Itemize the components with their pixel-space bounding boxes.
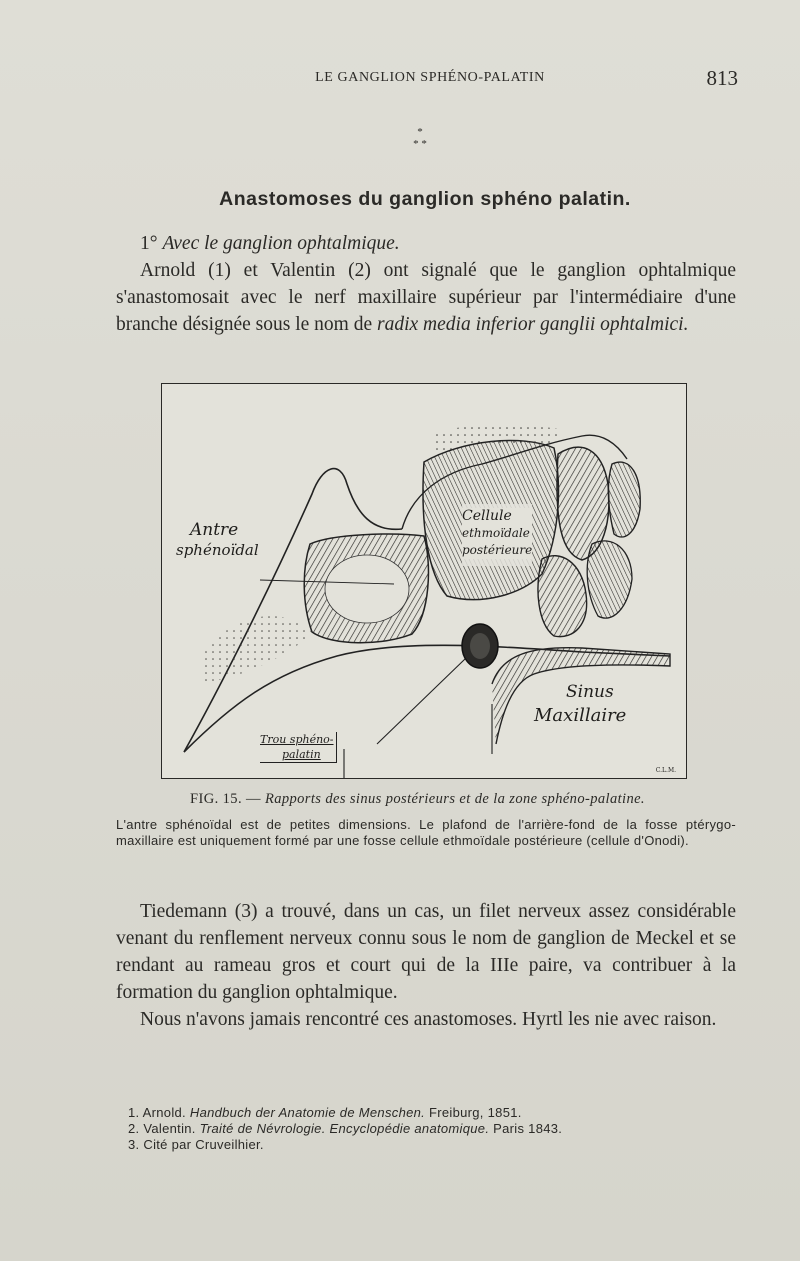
asterism bbox=[0, 126, 800, 150]
footnote-author: Arnold. bbox=[142, 1105, 186, 1120]
footnote-rest: Paris 1843. bbox=[493, 1121, 563, 1136]
label-sinus-line2: Maxillaire bbox=[534, 705, 627, 726]
footnote-title: Traité de Névrologie. Encyclopédie anatomique. bbox=[199, 1121, 490, 1136]
label-trou bbox=[260, 732, 337, 763]
paragraph-1-text: Arnold (1) et Valentin (2) ont signalé que le ganglion ophtalmique s'anastomosait avec le nerf maxillaire supérieur par l'intermédiaire d'une branche désignée sous le nom de bbox=[116, 260, 736, 335]
label-antre bbox=[176, 520, 259, 560]
footnote-1 bbox=[128, 1105, 748, 1121]
label-cellule-line3: postérieure bbox=[462, 543, 533, 557]
label-trou-line1: Trou sphéno- bbox=[260, 733, 334, 746]
footnotes bbox=[128, 1105, 748, 1153]
subheading bbox=[116, 230, 736, 257]
figure-caption-title bbox=[0, 791, 800, 808]
paragraph-1 bbox=[116, 257, 736, 338]
footnote-author: Cité par Cruveilhier. bbox=[143, 1137, 264, 1152]
footnote-title: Handbuch der Anatomie de Menschen. bbox=[189, 1105, 426, 1120]
figure-caption-body: L'antre sphénoïdal est de petites dimensions. Le plafond de l'arrière-fond de la fosse ptérygo-maxillaire est uniquement formé par une fosse cellule ethmoïdale postérieure (cellule d'Onodi). bbox=[116, 817, 736, 848]
label-cellule-line1: Cellule bbox=[462, 508, 512, 524]
anatomical-figure bbox=[161, 383, 687, 779]
label-sinus bbox=[534, 680, 626, 728]
paragraph-2: Tiedemann (3) a trouvé, dans un cas, un filet nerveux assez considérable venant du renflement nerveux connu sous le nom de ganglion de Meckel et se rendant au rameau gros et court qui de la IIIe paire, va contribuer à la formation du ganglion ophtalmique. bbox=[116, 901, 736, 1003]
label-trou-line2: palatin bbox=[282, 748, 321, 761]
label-antre-line1: Antre bbox=[190, 520, 239, 540]
footnote-number: 2. bbox=[128, 1121, 140, 1136]
artist-signature: C.L.M. bbox=[655, 767, 676, 774]
footnote-author: Valentin. bbox=[143, 1121, 196, 1136]
page-number: 813 bbox=[706, 66, 738, 90]
label-cellule bbox=[462, 508, 532, 559]
footnote-3 bbox=[128, 1137, 748, 1153]
asterism-bottom: * * bbox=[413, 138, 427, 150]
body-text-block-2 bbox=[116, 898, 736, 1033]
paragraph-3: Nous n'avons jamais rencontré ces anastomoses. Hyrtl les nie avec raison. bbox=[140, 1009, 717, 1030]
footnote-2 bbox=[128, 1121, 748, 1137]
label-sinus-line1: Sinus bbox=[566, 682, 614, 702]
figure-title: Rapports des sinus postérieurs et de la zone sphéno-palatine. bbox=[264, 791, 645, 807]
intro-text-block bbox=[116, 230, 736, 338]
section-heading: Anastomoses du ganglion sphéno palatin. bbox=[219, 188, 631, 210]
label-cellule-line2: ethmoïdale bbox=[462, 526, 530, 540]
running-title: LE GANGLION SPHÉNO-PALATIN bbox=[315, 70, 545, 85]
paragraph-1-italic: radix media inferior ganglii ophtalmici. bbox=[377, 314, 689, 335]
footnote-number: 3. bbox=[128, 1137, 140, 1152]
footnote-rest: Freiburg, 1851. bbox=[429, 1105, 522, 1120]
subheading-number: 1° bbox=[140, 233, 158, 254]
label-antre-line2: sphénoïdal bbox=[176, 541, 259, 559]
running-head bbox=[0, 66, 800, 90]
figure-number: FIG. 15. — bbox=[190, 791, 261, 807]
subheading-text: Avec le ganglion ophtalmique. bbox=[162, 233, 400, 254]
asterism-top: * bbox=[417, 126, 423, 138]
footnote-number: 1. bbox=[128, 1105, 140, 1120]
